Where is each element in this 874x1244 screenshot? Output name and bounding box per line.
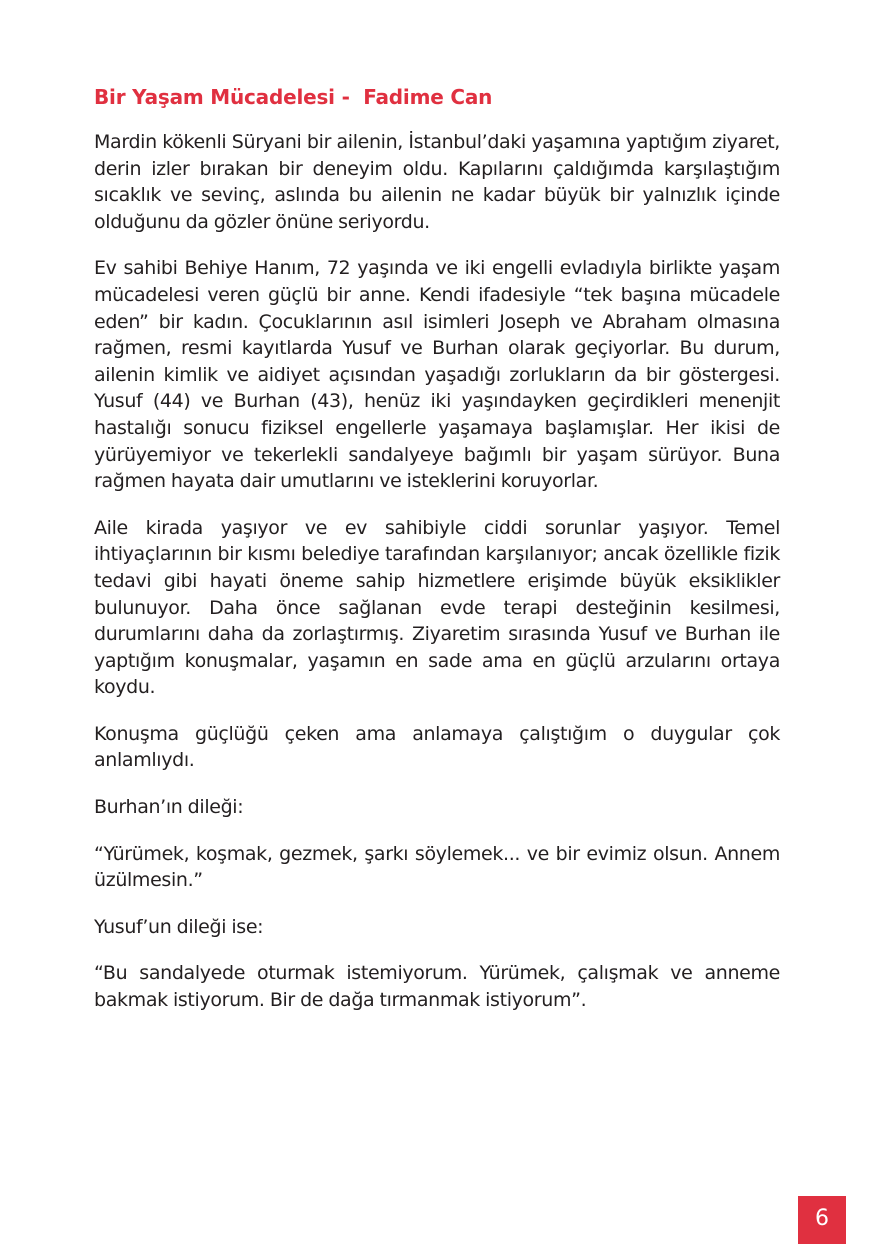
page-number-badge: 6 [798, 1196, 846, 1244]
paragraph-yusuf-quote: “Bu sandalyede oturmak istemiyorum. Yürümek, çalışmak ve anneme bakmak istiyorum. Bir de dağa tırmanmak istiyorum”. [94, 962, 780, 1012]
paragraph-yusuf-heading: Yusuf’un dileği ise: [94, 915, 264, 938]
paragraph-burhan-heading: Burhan’ın dileği: [94, 796, 244, 819]
paragraph-intro: Mardin kökenli Süryani bir ailenin, İstanbul’daki yaşamına yaptığım ziyaret, derin izler bırakan bir deneyim oldu. Kapılarını çaldığımda karşılaştığım sıcaklık ve sevinç, aslında bu ailenin ne kadar büyük bir yalnızlık içinde olduğunu da gözler önüne seriyordu. [94, 131, 780, 233]
paragraph-family: Ev sahibi Behiye Hanım, 72 yaşında ve iki engelli evladıyla birlikte yaşam mücadelesi veren güçlü bir anne. Kendi ifadesiyle “tek başına mücadele eden” bir kadın. Çocuklarının asıl isimleri Joseph ve Abraham olmasına rağmen, resmi kayıtlarda Yusuf ve Burhan olarak geçiyorlar. Bu durum, ailenin kimlik ve aidiyet açısından yaşadığı zorlukların da bir göstergesi. Yusuf (44) ve Burhan (43), henüz iki yaşındayken geçirdikleri menenjit hastalığı sonucu fiziksel engellerle yaşamaya başlamışlar. Her ikisi de yürüyemiyor ve tekerlekli sandalyeye bağımlı bir yaşam sürüyor. Buna rağmen hayata dair umutlarını ve isteklerini koruyorlar. [94, 257, 780, 493]
article [94, 84, 780, 1034]
paragraph-speech: Konuşma güçlüğü çeken ama anlamaya çalıştığım o duygular çok anlamlıydı. [94, 722, 780, 772]
paragraph-burhan-quote: “Yürümek, koşmak, gezmek, şarkı söylemek... ve bir evimiz olsun. Annem üzülmesin.” [94, 842, 780, 892]
article-title: Bir Yaşam Mücadelesi - Fadime Can [94, 85, 493, 109]
paragraph-living-conditions: Aile kirada yaşıyor ve ev sahibiyle ciddi sorunlar yaşıyor. Temel ihtiyaçlarının bir kısmı belediye tarafından karşılanıyor; ancak özellikle fizik tedavi gibi hayati öneme sahip hizmetlere erişimde büyük eksiklikler bulunuyor. Daha önce sağlanan evde terapi desteğinin kesilmesi, durumlarını daha da zorlaştırmış. Ziyaretim sırasında Yusuf ve Burhan ile yaptığım konuşmalar, yaşamın en sade ama en güçlü arzularını ortaya koydu. [94, 516, 780, 699]
